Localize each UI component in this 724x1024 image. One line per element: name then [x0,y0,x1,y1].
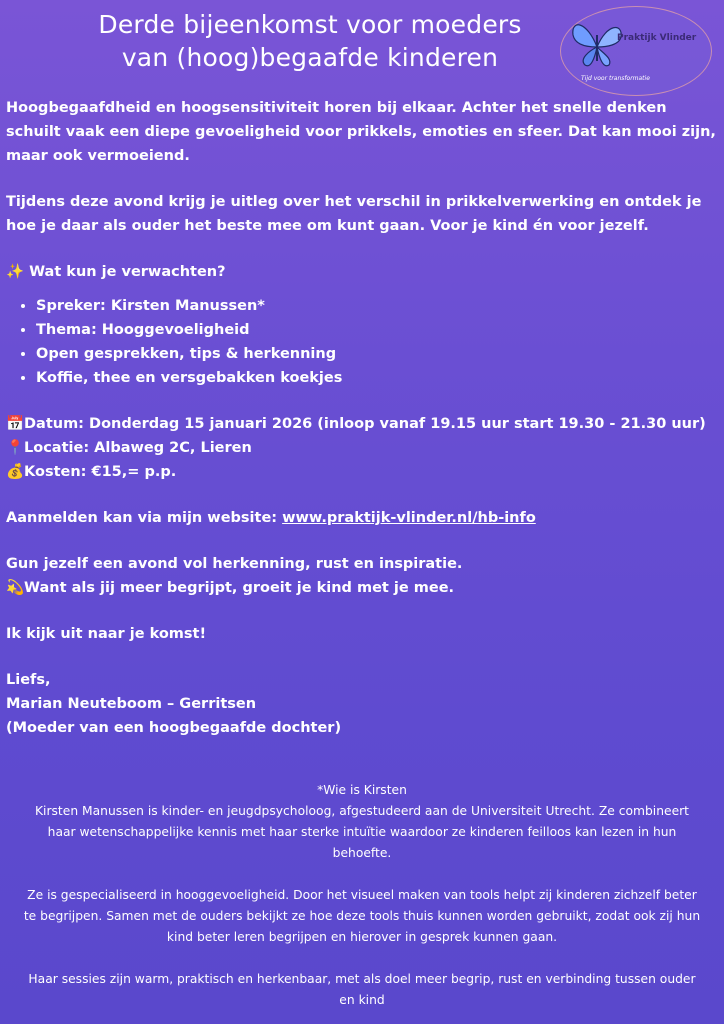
register-line [6,506,718,530]
list-item: • Open gesprekken, tips & herkenning [36,342,718,366]
list-item: • Koffie, thee en versgebakken koekjes [36,366,718,390]
closing-line-2 [6,576,718,600]
signature-note: (Moeder van een hoogbegaafde dochter) [6,720,342,736]
list-item: • Spreker: Kirsten Manussen* [36,294,718,318]
date-line [6,412,718,436]
location-line [6,436,718,460]
intro-paragraph-1: Hoogbegaafdheid en hoogsensitiviteit horen bij elkaar. Achter het snelle denken schuilt vaak een diepe gevoeligheid voor prikkels, emoties en sfeer. Dat kan mooi zijn, maar ook vermoeiend. [6,100,716,164]
signature-name: Marian Neuteboom – Gerritsen [6,696,257,712]
speaker-bio [20,780,704,1011]
calendar-icon: 📅 [6,416,25,432]
main-content [6,96,718,740]
bio-paragraph-3: Haar sessies zijn warm, praktisch en herkenbaar, met als doel meer begrip, rust en verbinding tussen ouder en kind [28,972,696,1007]
praktijk-vlinder-logo [560,6,712,96]
title-line-2: van (hoog)begaafde kinderen [121,43,499,72]
pin-icon: 📍 [6,440,25,456]
expect-heading-text: Wat kun je verwachten? [29,264,226,280]
cost-line [6,460,718,484]
list-item: • Thema: Hooggevoeligheid [36,318,718,342]
dizzy-icon: 💫 [6,580,25,596]
bio-paragraph-2: Ze is gespecialiseerd in hooggevoeligheid. Door het visueel maken van tools helpt zij kinderen zichzelf beter te begrijpen. Samen met de ouders bekijkt ze hoe deze tools thuis kunnen worden gebruikt, zodat ook zij hun kind beter leren begrijpen en hierover in gesprek kunnen gaan. [23,888,701,944]
bio-paragraph-1: Kirsten Manussen is kinder- en jeugdpsycholoog, afgestudeerd aan de Universiteit Utrecht. Ze combineert haar wetenschappelijke kennis met haar sterke intuïtie waardoor ze kinderen feilloos kan lezen in hun behoefte. [34,804,690,860]
closing-line-2-text: Want als jij meer begrijpt, groeit je kind met je mee. [24,580,455,596]
location-text: Locatie: Albaweg 2C, Lieren [24,440,252,456]
register-text: Aanmelden kan via mijn website: [6,510,283,526]
sparkles-icon: ✨ [6,264,25,280]
cost-text: Kosten: €15,= p.p. [24,464,177,480]
closing-line-3: Ik kijk uit naar je komst! [6,626,207,642]
expect-heading [6,260,718,284]
logo-tagline: Tijd voor transformatie [581,75,650,82]
page-title [60,8,560,74]
date-text: Datum: Donderdag 15 januari 2026 (inloop vanaf 19.15 uur start 19.30 - 21.30 uur) [24,416,706,432]
money-bag-icon: 💰 [6,464,25,480]
bio-heading: *Wie is Kirsten [317,783,407,797]
title-line-1: Derde bijeenkomst voor moeders [98,10,522,39]
website-link[interactable]: www.praktijk-vlinder.nl/hb-info [282,510,536,526]
closing-line-1: Gun jezelf een avond vol herkenning, rust en inspiratie. [6,556,463,572]
signature-greeting: Liefs, [6,672,51,688]
logo-name: Praktijk Vlinder [617,33,697,43]
expect-list [6,294,718,390]
butterfly-icon [567,15,627,75]
intro-paragraph-2: Tijdens deze avond krijg je uitleg over het verschil in prikkelverwerking en ontdek je hoe je daar als ouder het beste mee om kunt gaan. Voor je kind én voor jezelf. [6,194,702,234]
